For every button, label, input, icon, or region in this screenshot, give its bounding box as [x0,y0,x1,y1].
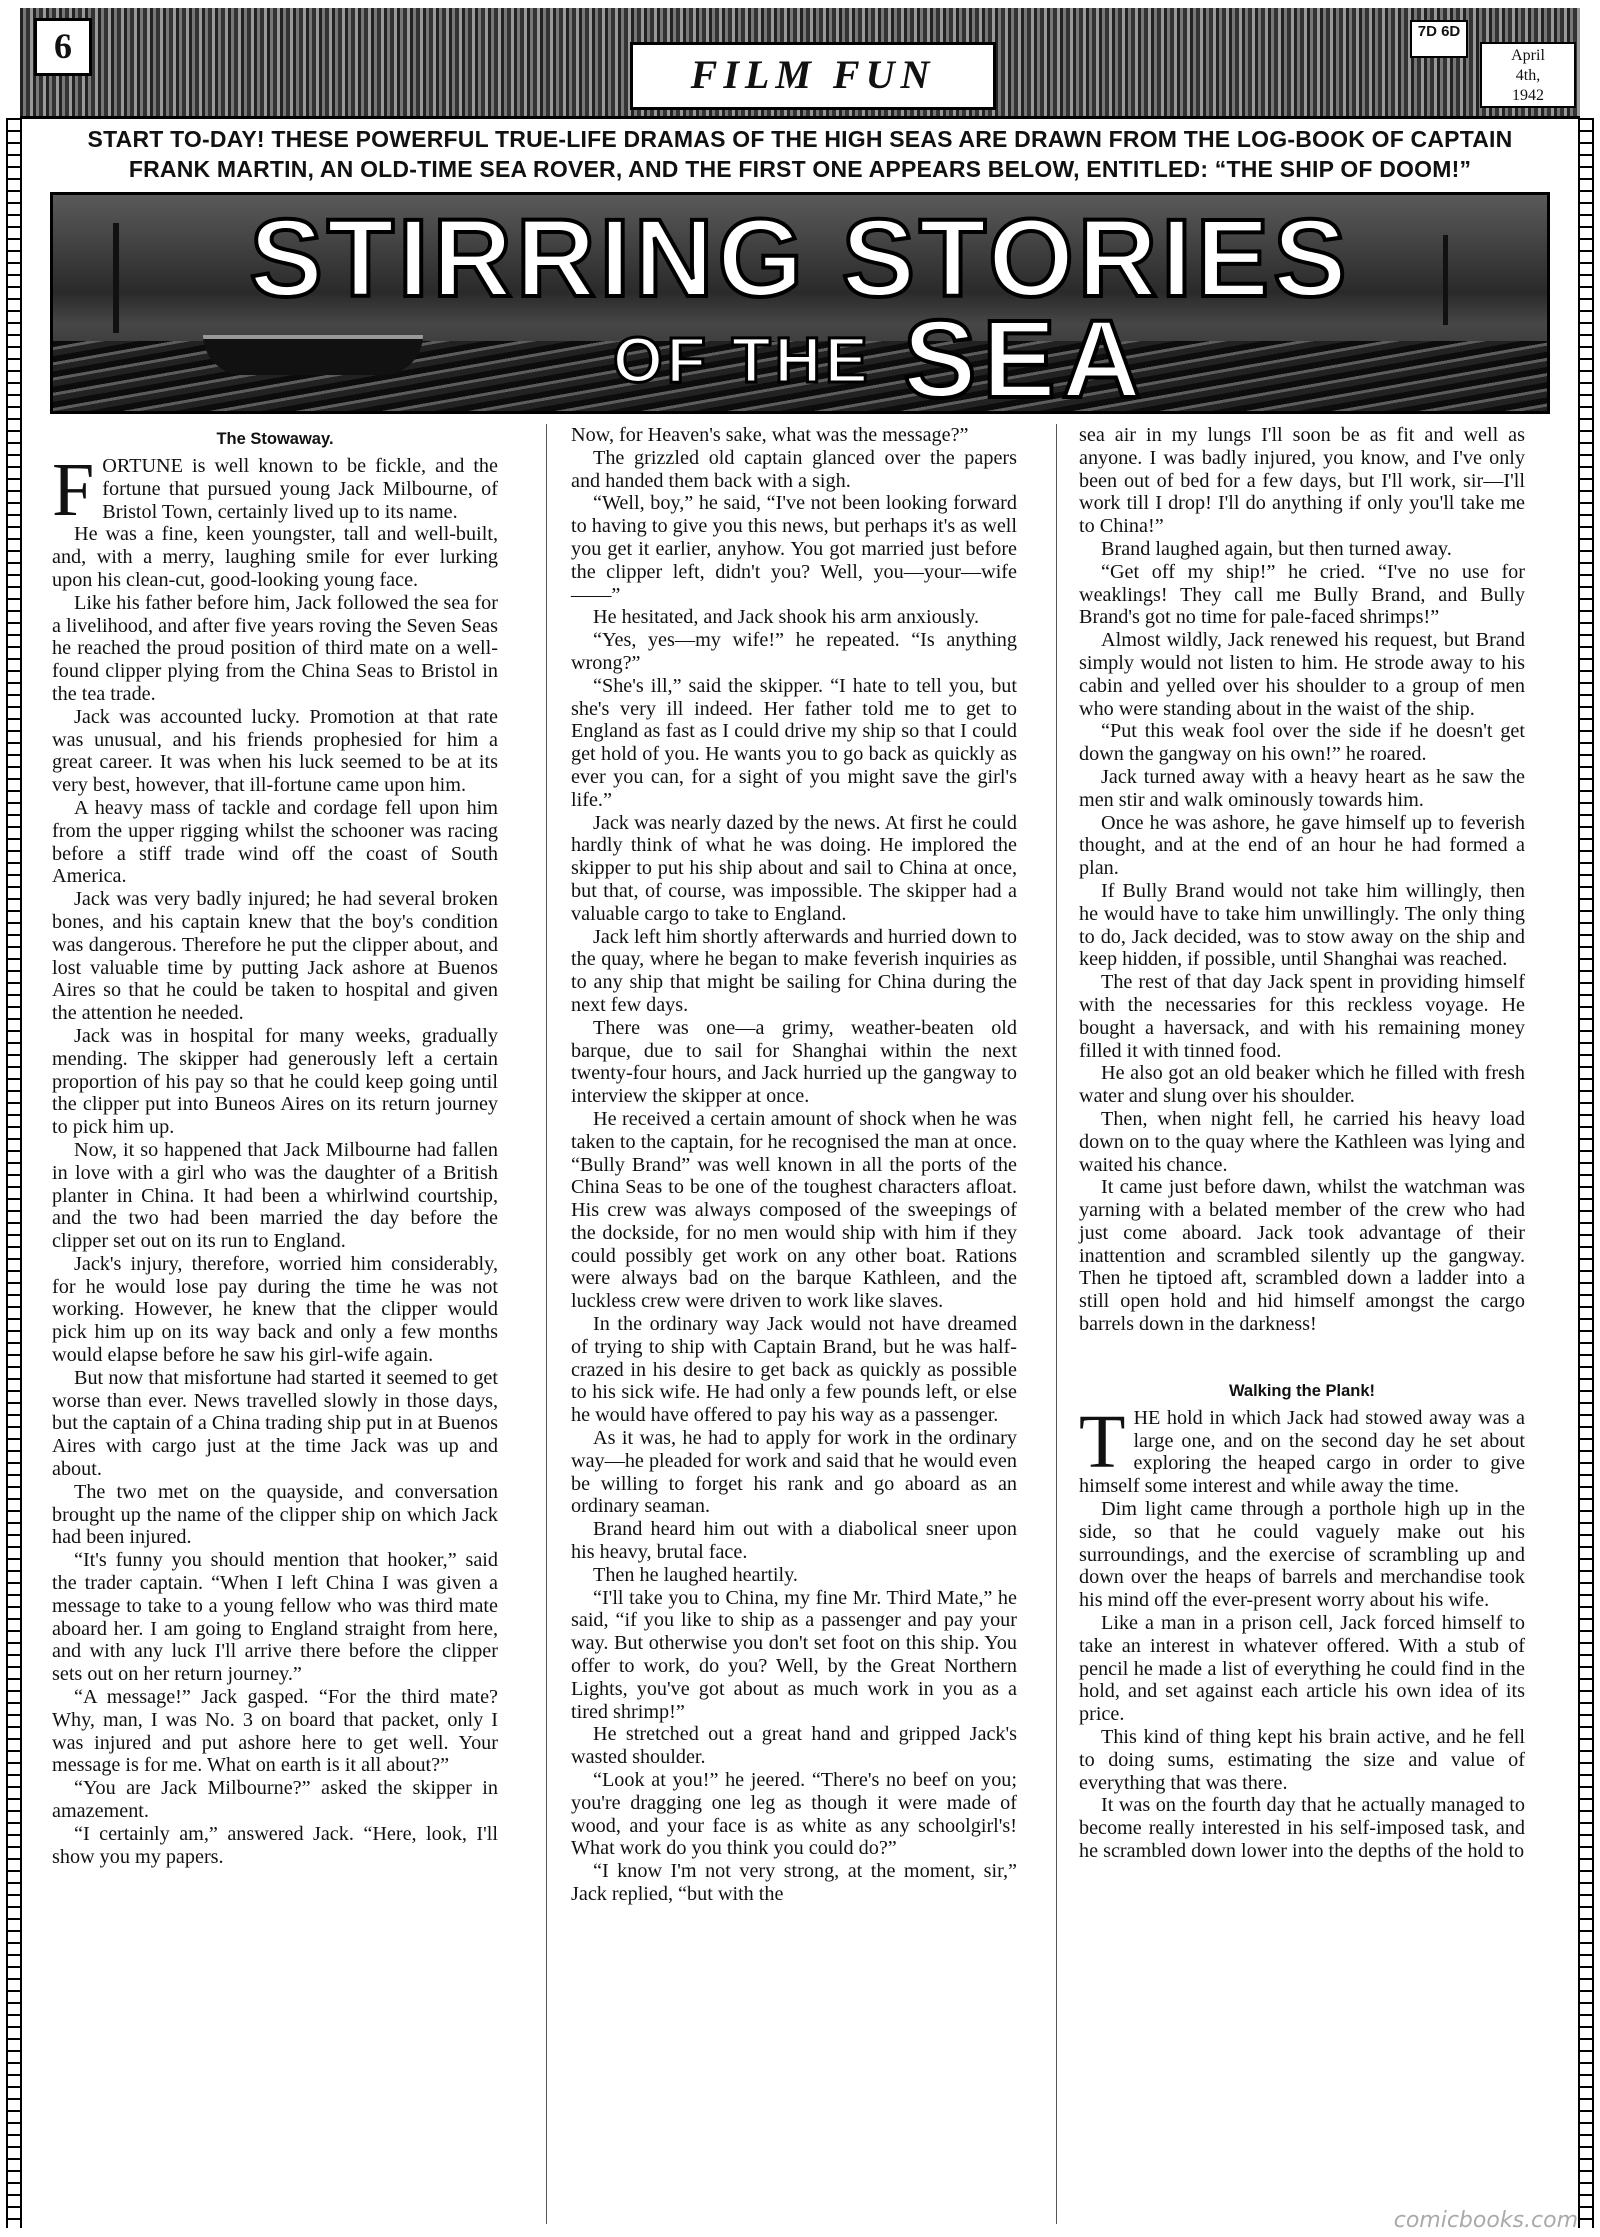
story-column-3 [1079,424,1525,1863]
paragraph: It came just before dawn, whilst the watchman was yarning with a belated member of the crew who had just come aboard. Jack took advantage of their inattention and scrambled silently up the gangway. Then he tiptoed aft, scrambled down a ladder into a still open hold and hid himself amongst the cargo barrels down in the darkness! [1079,1176,1525,1336]
paragraph: Then, when night fell, he carried his heavy load down on to the quay where the Kathleen was lying and waited his chance. [1079,1107,1525,1176]
paragraph: Then he laughed heartily. [593,1563,798,1586]
paragraph: He hesitated, and Jack shook his arm anxiously. [593,606,980,629]
paragraph: Jack was very badly injured; he had several broken bones, and his captain knew that the boy's condition was dangerous. Therefore he put the clipper about, and lost valuable time by putting Jack ashore at Buenos Aires so that he could be taken to hospital and given the attention he needed. [52,888,498,1025]
paragraph: It was on the fourth day that he actually managed to become really interested in his self-imposed task, and he scrambled down lower into the depths of the hold to [1079,1794,1525,1863]
paragraph: “I'll take you to China, my fine Mr. Third Mate,” he said, “if you like to ship as a passenger and pay your way. But otherwise you don't set foot on this ship. You offer to work, do you? Well, by the Great Northern Lights, you've got about as much work in you as a tired shrimp!” [571,1586,1017,1723]
paragraph: “She's ill,” said the skipper. “I hate to tell you, but she's very ill indeed. Her father told me to get to England as fast as I could drive my ship so that I could get hold of you. He wants you to go back as quickly as ever you can, for a sight of you might save the girl's life.” [571,674,1017,811]
story-column-2 [571,424,1017,1906]
paragraph: Now, it so happened that Jack Milbourne had fallen in love with a girl who was the daughter of a British planter in China. It had been a whirlwind courtship, and the two had been married the day before the clipper set out on its run to England. [52,1138,498,1253]
watermark: comicbooks.com [1393,2208,1578,2233]
paragraph: sea air in my lungs I'll soon be as fit and well as anyone. I was badly injured, you know, and I've only been out of bed for a few days, but I'll work, sir—I'll work till I drop! I'll do anything if only you'll take me to China!” [1079,424,1525,538]
paragraph: But now that misfortune had started it seemed to get worse than ever. News travelled slowly in those days, but the captain of a China trading ship put in at Buenos Aires with cargo just at the time Jack was up and about. [52,1366,498,1481]
paragraph: Jack left him shortly afterwards and hurried down to the quay, where he began to make feverish inquiries as to any ship that might be sailing for China during the next few days. [571,925,1017,1016]
drop-cap: F [52,448,95,532]
paragraph: He was a fine, keen youngster, tall and well-built, and, with a merry, laughing smile for ever lurking upon his clean-cut, good-looking young face. [52,523,498,591]
paragraph: “You are Jack Milbourne?” asked the skipper in amazement. [52,1777,498,1823]
paragraph: Brand laughed again, but then turned away. [1101,537,1452,560]
paragraph: The grizzled old captain glanced over the papers and handed them back with a sigh. [571,446,1017,492]
right-border [1578,118,1594,2228]
paragraph: Jack was accounted lucky. Promotion at that rate was unusual, and his friends prophesied for him a great career. It was when his luck seemed to be at its very best, however, that ill-fortune came upon him. [52,705,498,797]
intro-text: START TO-DAY! THESE POWERFUL TRUE-LIFE DRAMAS OF THE HIGH SEAS ARE DRAWN FROM THE LOG-BOOK OF CAPTAIN FRANK MARTIN, AN OLD-TIME SEA ROVER, AND THE FIRST ONE APPEARS BELOW, ENTITLED: “THE SHIP OF DOOM!” [87,126,1513,182]
paragraph: “Well, boy,” he said, “I've not been looking forward to having to give you this news, but perhaps it's as well you get it earlier, anyhow. You got married just before the clipper left, didn't you? Well, you—your—wife——” [571,492,1017,606]
paragraph: Jack was in hospital for many weeks, gradually mending. The skipper had generously left a certain proportion of his pay so that he could keep going until the clipper put into Buneos Aires on its return journey to pick him up. [52,1024,498,1139]
paragraph: “A message!” Jack gasped. “For the third mate? Why, man, I was No. 3 on board that packet, only I was injured and put ashore here to get well. Your message is for me. What on earth is it all about?” [52,1686,498,1777]
lifeboat-illustration [203,335,423,375]
paragraph: Like his father before him, Jack followed the sea for a livelihood, and after five years roving the Seven Seas he reached the proud position of third mate on a well-found clipper plying from the China Seas to Bristol in the tea trade. [52,591,498,705]
banner-title-sea: SEA [903,298,1148,414]
paragraph: Brand heard him out with a diabolical sneer upon his heavy, brutal face. [571,1518,1017,1564]
left-border [6,118,22,2228]
paragraph: He also got an old beaker which he filled with fresh water and slung over his shoulder. [1079,1062,1525,1108]
issue-date [1480,42,1576,108]
paragraph: Almost wildly, Jack renewed his request, but Brand simply would not listen to him. He strode away to his cabin and yelled over his shoulder to a group of men who were standing about in the waist of the ship. [1079,629,1525,720]
masthead [20,8,1580,119]
drop-cap: T [1079,1399,1126,1484]
paragraph: “I certainly am,” answered Jack. “Here, look, I'll show you my papers. [52,1822,498,1868]
paragraph: This kind of thing kept his brain active, and he fell to doing sums, estimating the size and value of everything that was there. [1079,1726,1525,1794]
column-rule [546,424,547,2224]
paragraph: He received a certain amount of shock when he was taken to the captain, for he recognised the man at once. “Bully Brand” was well known in all the ports of the China Seas to be one of the toughest characters afloat. His crew was always composed of the sweepings of the dockside, for no men would ship with him if they could possibly get work on any other boat. Rations were always bad on the barque Kathleen, and the luckless crew were driven to work like slaves. [571,1107,1017,1313]
paragraph: If Bully Brand would not take him willingly, then he would have to take him unwillingly. The only thing to do, Jack decided, was to stow away on the ship and keep hidden, if possible, until Shanghai was reached. [1079,879,1525,971]
banner-title-of-the: OF THE [613,324,872,396]
paragraph: In the ordinary way Jack would not have dreamed of trying to ship with Captain Brand, but he was half-crazed in his desire to get back as quickly as possible to his sick wife. He had only a few pounds left, or else he would have offered to pay his way as a passenger. [571,1313,1017,1427]
paragraph [52,448,498,532]
paragraph: As it was, he had to apply for work in the ordinary way—he pleaded for work and said that he would even be willing to forget his rank and go aboard as an ordinary seaman. [571,1427,1017,1518]
magazine-title: FILM FUN [630,42,996,110]
date-year: 1942 [1512,87,1544,104]
paragraph: “Look at you!” he jeered. “There's no beef on you; you're dragging one leg as though it were made of wood, and your face is as white as any schoolgirl's! What work do you think you could do?” [571,1769,1017,1860]
subheading-stowaway: The Stowaway. [216,430,334,448]
paragraph: Jack was nearly dazed by the news. At first he could hardly think of what he was doing. He implored the skipper to put his ship about and sail to China at once, but that, of course, was impossible. The skipper had a valuable cargo to take to England. [571,811,1017,925]
paragraph: Now, for Heaven's sake, what was the message?” [571,424,969,446]
paragraph: The rest of that day Jack spent in providing himself with the necessaries for this reckless voyage. He bought a haversack, and with his remaining money filled it with tinned food. [1079,971,1525,1062]
story-column-1 [52,424,498,1868]
title-banner [50,192,1550,414]
paragraph: Jack's injury, therefore, worried him considerably, for he would lose pay during the time he was not working. However, he knew that the clipper would pick him up on its way back and only a few months would elapse before he saw his girl-wife again. [52,1252,498,1367]
column-rule [1056,424,1057,2224]
paragraph-text: ORTUNE is well known to be fickle, and the fortune that pursued young Jack Milbourne, of Bristol Town, certainly lived up to its name. [102,455,498,523]
paragraph: “Put this weak fool over the side if he doesn't get down the gangway on his own!” he roared. [1079,720,1525,766]
paragraph-text: HE hold in which Jack had stowed away was a large one, and on the second day he set about exploring the heaped cargo in order to give himself some interest and while away the time. [1079,1406,1525,1498]
price-badge: 7D 6D [1410,20,1468,58]
date-day: 4th, [1515,67,1541,84]
subheading-walking-the-plank: Walking the Plank! [1228,1381,1376,1400]
paragraph: Dim light came through a porthole high up in the side, so that he could vaguely make out his surroundings, and the exercise of scrambling up and down over the heaps of barrels and merchandise took his mind off the ever-present worry about his wife. [1079,1498,1525,1612]
paragraph: He stretched out a great hand and gripped Jack's wasted shoulder. [571,1723,1017,1769]
paragraph: The two met on the quayside, and conversation brought up the name of the clipper ship on which Jack had been injured. [52,1480,498,1549]
paragraph: “I know I'm not very strong, at the moment, sir,” Jack replied, “but with the [571,1860,1017,1905]
paragraph: “Yes, yes—my wife!” he repeated. “Is anything wrong?” [571,629,1017,674]
paragraph: Like a man in a prison cell, Jack forced himself to take an interest in whatever offered. With a stub of pencil he made a list of everything he could find in the hold, and set against each article his own idea of its price. [1079,1612,1525,1726]
paragraph: There was one—a grimy, weather-beaten old barque, due to sail for Shanghai within the next twenty-four hours, and Jack hurried up the gangway to interview the skipper at once. [571,1016,1017,1108]
paragraph: A heavy mass of tackle and cordage fell upon him from the upper rigging whilst the schooner was racing before a stiff trade wind off the coast of South America. [52,796,498,888]
paragraph: Jack turned away with a heavy heart as he saw the men stir and walk ominously towards him. [1079,765,1525,811]
paragraph: “It's funny you should mention that hooker,” said the trader captain. “When I left China I was given a message to take to a young fellow who was third mate aboard her. I am going to England straight from here, and with any luck I'll arrive there before the clipper sets out on her return journey.” [52,1549,498,1686]
date-month: April [1511,47,1545,64]
paragraph: Once he was ashore, he gave himself up to feverish thought, and at the end of an hour he had formed a plan. [1079,811,1525,880]
banner-title-line1: STIRRING STORIES [249,197,1351,320]
paragraph: “Get off my ship!” he cried. “I've no use for weaklings! They call me Bully Brand, and Bully Brand's got no time for pale-faced shrimps!” [1079,560,1525,629]
page-number: 6 [34,18,92,76]
paragraph [1079,1399,1525,1498]
